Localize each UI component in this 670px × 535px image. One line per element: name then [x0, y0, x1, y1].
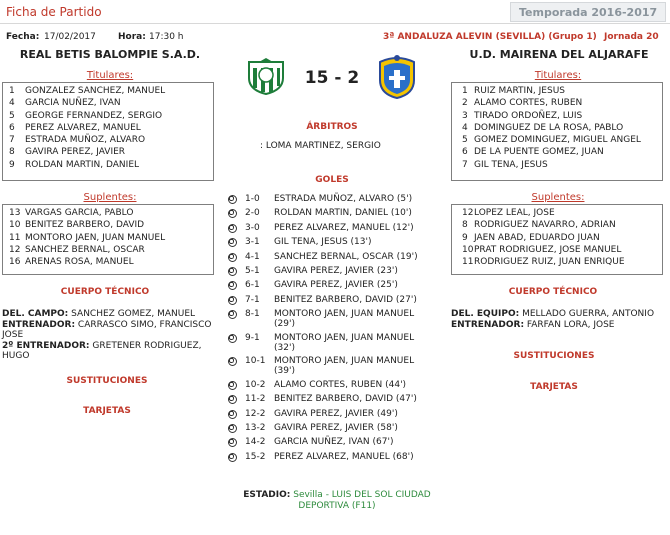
player-row	[452, 219, 662, 231]
home-staff	[2, 309, 214, 362]
goal-scorer: GAVIRA PEREZ, JAVIER (23')	[274, 266, 398, 276]
goal-scorer: MONTORO JAEN, JUAN MANUEL (39')	[274, 356, 415, 377]
ball-icon	[228, 224, 237, 233]
page-title: Ficha de Partido	[6, 5, 102, 19]
goal-scorer: ALAMO CORTES, RUBEN (44')	[274, 379, 407, 390]
player-name: ARENAS ROSA, MANUEL	[25, 257, 134, 268]
player-name: DOMINGUEZ DE LA ROSA, PABLO	[474, 122, 624, 133]
goal-score: 3-0	[245, 222, 260, 233]
goles-heading: GOLES	[315, 175, 349, 185]
player-number: 10	[462, 244, 474, 255]
player-number: 11	[9, 232, 21, 243]
player-name: GOMEZ DOMINGUEZ, MIGUEL ANGEL	[474, 135, 641, 146]
player-name: GARCIA NUÑEZ, IVAN	[25, 98, 121, 109]
staff-entry	[2, 341, 214, 362]
player-row	[3, 134, 213, 146]
player-number: 7	[9, 135, 15, 146]
goal-score: 12-2	[245, 408, 266, 419]
goal-score: 10-1	[245, 356, 266, 367]
goal-score: 3-1	[245, 237, 260, 248]
staff-entry	[451, 309, 663, 320]
goal-score: 6-1	[245, 280, 260, 291]
player-row	[452, 146, 662, 158]
player-number: 4	[462, 122, 468, 133]
goal-score: 8-1	[245, 309, 260, 320]
player-row	[3, 146, 213, 158]
ball-icon	[228, 238, 237, 247]
fecha-value: 17/02/2017	[44, 32, 96, 42]
staff-name: CARRASCO SIMO, FRANCISCO JOSE	[2, 319, 212, 340]
goal-score: 7-1	[245, 294, 260, 305]
jornada: Jornada 20	[604, 32, 659, 42]
player-name: ALAMO CORTES, RUBEN	[474, 98, 583, 109]
player-name: SANCHEZ BERNAL, OSCAR	[25, 244, 145, 255]
ball-icon	[228, 296, 237, 305]
away-suplentes-heading: Suplentes:	[531, 192, 585, 203]
goal-score: 5-1	[245, 266, 260, 276]
away-titulares-heading: Titulares:	[534, 70, 582, 81]
home-titulares-list	[2, 82, 214, 181]
player-name: RODRIGUEZ NAVARRO, ADRIAN	[474, 220, 616, 231]
player-number: 16	[9, 257, 21, 268]
ball-icon	[228, 253, 237, 262]
goal-scorer: MONTORO JAEN, JUAN MANUEL (29')	[274, 309, 415, 330]
goal-scorer: ROLDAN MARTIN, DANIEL (10')	[274, 208, 412, 219]
goal-scorer: ESTRADA MUÑOZ, ALVARO (5')	[274, 194, 413, 204]
player-name: RODRIGUEZ RUIZ, JUAN ENRIQUE	[474, 257, 625, 268]
player-row	[3, 244, 213, 256]
player-row	[452, 232, 662, 244]
player-name: ROLDAN MARTIN, DANIEL	[25, 159, 140, 170]
arbitro-name: : LOMA MARTINEZ, SERGIO	[260, 141, 381, 151]
player-number: 7	[462, 159, 468, 170]
header-bar	[0, 0, 670, 24]
goal-scorer: GAVIRA PEREZ, JAVIER (25')	[274, 280, 398, 291]
player-name: GIL TENA, JESUS	[474, 159, 548, 170]
goal-score: 14-2	[245, 437, 266, 448]
player-row	[452, 244, 662, 256]
ball-icon	[228, 334, 237, 343]
player-number: 1	[9, 86, 15, 96]
home-suplentes-heading: Suplentes:	[83, 192, 137, 203]
ball-icon	[228, 410, 237, 419]
player-name: LOPEZ LEAL, JOSE	[474, 208, 555, 218]
score: 15 - 2	[304, 68, 360, 88]
hora-value: 17:30 h	[149, 32, 184, 42]
home-suplentes-list	[2, 204, 214, 275]
player-number: 6	[9, 122, 15, 133]
ball-icon	[228, 395, 237, 404]
player-row	[452, 110, 662, 122]
goal-score: 15-2	[245, 451, 266, 462]
player-number: 5	[462, 135, 468, 146]
goal-score: 4-1	[245, 251, 260, 262]
home-crest-icon	[243, 58, 289, 99]
ball-icon	[228, 438, 237, 447]
away-cuerpo-heading: CUERPO TÉCNICO	[508, 287, 598, 297]
goal-score: 13-2	[245, 422, 266, 433]
home-cuerpo-heading: CUERPO TÉCNICO	[60, 287, 150, 297]
player-number: 2	[462, 98, 468, 109]
arbitros-heading: ÁRBITROS	[306, 122, 358, 132]
away-crest-icon	[372, 52, 422, 103]
ball-icon	[228, 195, 237, 204]
goal-scorer: GAVIRA PEREZ, JAVIER (49')	[274, 408, 398, 419]
player-name: GONZALEZ SANCHEZ, MANUEL	[25, 86, 166, 96]
player-name: PRAT RODRIGUEZ, JOSE MANUEL	[474, 244, 622, 255]
ball-icon	[228, 424, 237, 433]
goal-scorer: GIL TENA, JESUS (13')	[274, 237, 372, 248]
home-titulares-heading: Titulares:	[86, 70, 134, 81]
away-suplentes-list	[451, 204, 663, 275]
staff-role: 2º ENTRENADOR:	[2, 340, 90, 351]
goal-scorer: GAVIRA PEREZ, JAVIER (58')	[274, 422, 398, 433]
ball-icon	[228, 310, 237, 319]
staff-role: DEL. CAMPO:	[2, 309, 69, 319]
ball-icon	[228, 267, 237, 276]
ball-icon	[228, 281, 237, 290]
player-row	[452, 207, 662, 219]
player-number: 8	[462, 220, 468, 231]
player-number: 8	[9, 147, 15, 158]
estadio	[232, 490, 442, 512]
player-row	[3, 122, 213, 134]
estadio-label: ESTADIO:	[243, 490, 291, 500]
ball-icon	[228, 453, 237, 462]
player-number: 9	[462, 232, 468, 243]
player-number: 4	[9, 98, 15, 109]
player-row	[3, 256, 213, 268]
player-name: GEORGE FERNANDEZ, SERGIO	[25, 110, 163, 121]
player-name: PEREZ ALVAREZ, MANUEL	[25, 122, 141, 133]
player-number: 10	[9, 220, 21, 231]
player-name: DE LA PUENTE GOMEZ, JUAN	[474, 147, 604, 158]
player-row	[452, 122, 662, 134]
staff-entry	[451, 320, 663, 331]
away-tarjetas-heading: TARJETAS	[530, 382, 578, 392]
player-row	[452, 97, 662, 109]
player-number: 9	[9, 159, 15, 170]
staff-entry	[2, 320, 214, 341]
hora-label: Hora:	[118, 32, 146, 42]
player-row	[3, 232, 213, 244]
away-titulares-list	[451, 82, 663, 181]
goal-scorer: BENITEZ BARBERO, DAVID (47')	[274, 394, 417, 405]
player-number: 5	[9, 110, 15, 121]
goal-scorer: PEREZ ALVAREZ, MANUEL (68')	[274, 451, 414, 462]
player-name: BENITEZ BARBERO, DAVID	[25, 220, 145, 231]
goal-scorer: SANCHEZ BERNAL, OSCAR (19')	[274, 251, 418, 262]
goal-scorer: PEREZ ALVAREZ, MANUEL (12')	[274, 222, 414, 233]
player-row	[3, 207, 213, 219]
goal-score: 10-2	[245, 379, 266, 390]
player-row	[3, 97, 213, 109]
goal-score: 9-1	[245, 332, 260, 343]
player-row	[452, 256, 662, 268]
staff-name: MELLADO GUERRA, ANTONIO	[522, 309, 655, 319]
ball-icon	[228, 357, 237, 366]
goal-scorer: MONTORO JAEN, JUAN MANUEL (32')	[274, 332, 415, 353]
home-team-name: REAL BETIS BALOMPIE S.A.D.	[19, 48, 201, 61]
season-badge: Temporada 2016-2017	[510, 2, 666, 22]
player-name: GAVIRA PEREZ, JAVIER	[25, 147, 126, 158]
away-staff	[451, 309, 663, 330]
player-number: 1	[462, 86, 468, 96]
player-number: 11	[462, 257, 474, 268]
player-row	[3, 85, 213, 97]
player-name: ESTRADA MUÑOZ, ALVARO	[25, 135, 146, 146]
staff-name: FARFAN LORA, JOSE	[526, 319, 615, 330]
player-number: 12	[462, 208, 474, 218]
staff-role: ENTRENADOR:	[2, 319, 76, 330]
ball-icon	[228, 209, 237, 218]
player-name: JAEN ABAD, EDUARDO JUAN	[474, 232, 600, 243]
fecha-label: Fecha:	[6, 32, 40, 42]
staff-name: GRETENER RODRIGUEZ, HUGO	[2, 340, 202, 361]
player-name: TIRADO ORDOÑEZ, LUIS	[474, 110, 583, 121]
estadio-value: Sevilla - LUIS DEL SOL CIUDAD DEPORTIVA (F11)	[293, 490, 431, 511]
goal-score: 2-0	[245, 208, 260, 219]
competition: 3ª ANDALUZA ALEVIN (SEVILLA) (Grupo 1)	[383, 32, 597, 42]
player-name: RUIZ MARTIN, JESUS	[474, 86, 566, 96]
player-number: 3	[462, 110, 468, 121]
ball-icon	[228, 381, 237, 390]
staff-role: ENTRENADOR:	[451, 319, 525, 330]
player-number: 13	[9, 208, 21, 218]
player-name: VARGAS GARCIA, PABLO	[25, 208, 134, 218]
goal-scorer: BENITEZ BARBERO, DAVID (27')	[274, 294, 417, 305]
player-name: MONTORO JAEN, JUAN MANUEL	[25, 232, 166, 243]
player-row	[452, 134, 662, 146]
staff-entry	[2, 309, 214, 320]
player-row	[3, 110, 213, 122]
player-number: 12	[9, 244, 21, 255]
player-number: 6	[462, 147, 468, 158]
staff-role: DEL. EQUIPO:	[451, 309, 520, 319]
staff-name: SANCHEZ GOMEZ, MANUEL	[71, 309, 196, 319]
goal-score: 1-0	[245, 194, 260, 204]
home-sustituciones-heading: SUSTITUCIONES	[66, 376, 148, 386]
away-sustituciones-heading: SUSTITUCIONES	[513, 351, 595, 361]
away-team-name: U.D. MAIRENA DEL ALJARAFE	[469, 48, 649, 61]
player-row	[452, 85, 662, 97]
player-row	[3, 159, 213, 171]
goal-score: 11-2	[245, 394, 266, 405]
player-row	[3, 219, 213, 231]
home-tarjetas-heading: TARJETAS	[83, 406, 131, 416]
player-row	[452, 159, 662, 171]
goal-scorer: GARCIA NUÑEZ, IVAN (67')	[274, 437, 394, 448]
